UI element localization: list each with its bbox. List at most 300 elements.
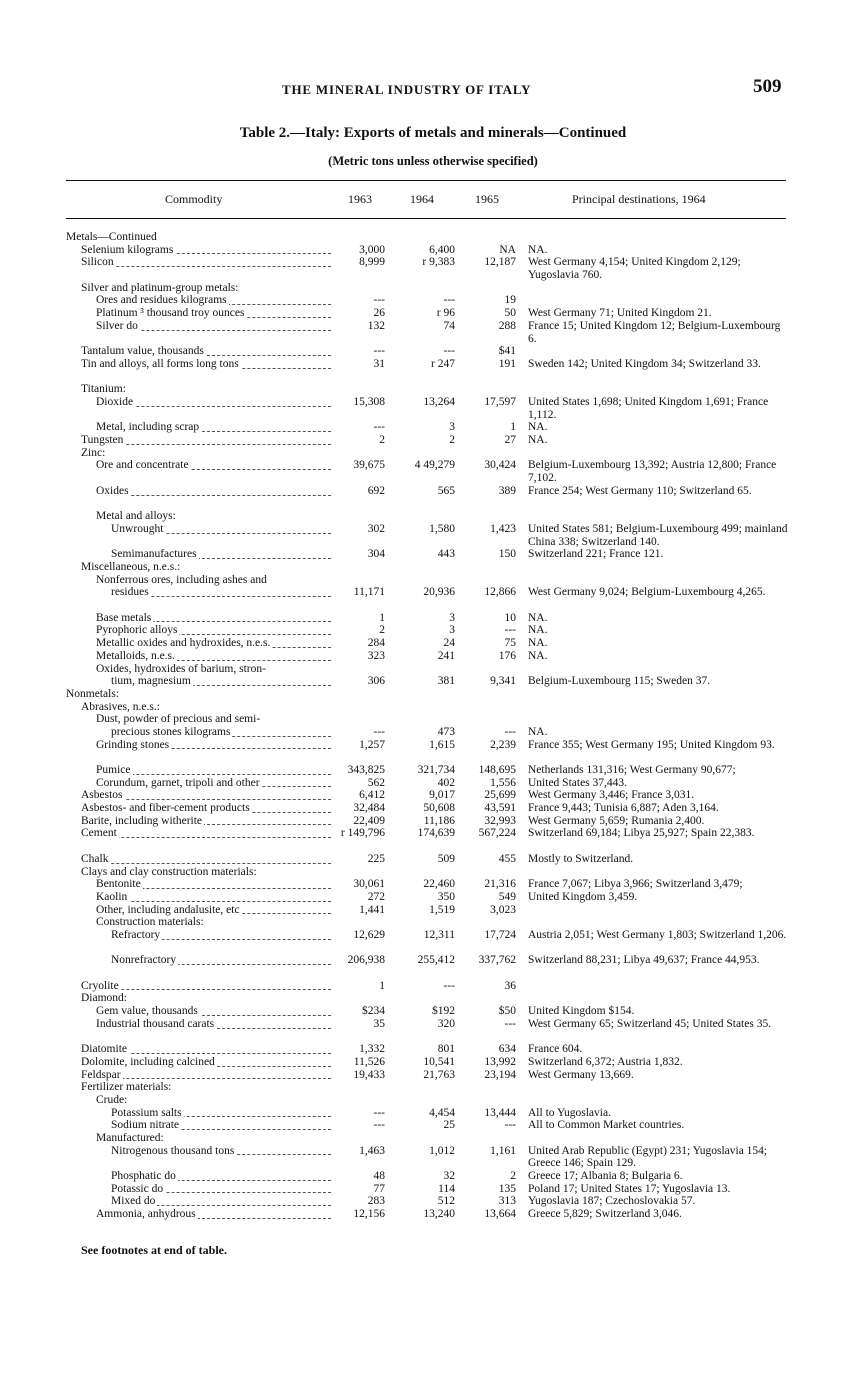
header-destinations: Principal destinations, 1964 — [572, 192, 706, 206]
destinations-cell: All to Common Market countries. — [528, 1119, 685, 1132]
table-row — [0, 586, 866, 611]
commodity-label: Grinding stones — [96, 738, 170, 751]
commodity-cell — [66, 447, 331, 460]
table-row — [0, 1056, 866, 1069]
commodity-label: Pumice — [96, 764, 131, 777]
value-1965: 12,866 — [484, 586, 516, 599]
table-row — [0, 383, 866, 396]
destinations-cell: NA. — [528, 649, 548, 662]
value-1964: 12,311 — [423, 928, 455, 941]
commodity-cell — [66, 256, 331, 269]
value-1964: 801 — [437, 1043, 455, 1056]
commodity-label: Barite, including witherite — [81, 814, 203, 827]
destinations-cell: France 254; West Germany 110; Switzerland 65. — [528, 484, 752, 497]
value-1964: 512 — [437, 1195, 455, 1208]
value-1965: 19 — [504, 294, 516, 307]
commodity-cell — [66, 764, 331, 777]
value-1965: 21,316 — [484, 878, 516, 891]
destinations-cell: France 7,067; Libya 3,966; Switzerland 3,479; — [528, 878, 743, 891]
table-row — [0, 878, 866, 891]
commodity-label: Nonmetals: — [66, 687, 120, 700]
commodity-cell — [66, 853, 331, 866]
value-1965: 9,341 — [490, 675, 516, 688]
value-1964: 3 — [449, 611, 455, 624]
value-1963: 77 — [373, 1182, 385, 1195]
commodity-cell — [66, 358, 331, 371]
commodity-label: Potassic do — [111, 1182, 164, 1195]
value-1965: 176 — [498, 649, 516, 662]
commodity-label: Construction materials: — [96, 916, 204, 929]
table-row — [0, 282, 866, 295]
destinations-cell: Belgium-Luxembourg 115; Sweden 37. — [528, 675, 711, 688]
commodity-label: residues — [111, 586, 149, 599]
commodity-cell — [66, 929, 331, 942]
value-1965: 455 — [498, 852, 516, 865]
value-1963: 48 — [373, 1170, 385, 1183]
commodity-label: Cryolite — [81, 979, 119, 992]
commodity-label: Silver and platinum-group metals: — [81, 281, 239, 294]
table-row — [0, 802, 866, 815]
table-row — [0, 891, 866, 904]
table-body — [0, 231, 866, 1221]
destinations-cell: NA. — [528, 725, 548, 738]
destinations-cell: France 9,443; Tunisia 6,887; Aden 3,164. — [528, 802, 719, 815]
value-1963: 3,000 — [359, 243, 385, 256]
commodity-cell — [66, 396, 331, 409]
destinations-cell: United States 1,698; United Kingdom 1,691; France 1,112. — [528, 395, 769, 421]
value-1963: 2 — [379, 434, 385, 447]
value-1964: --- — [443, 979, 455, 992]
table-row — [0, 244, 866, 257]
table-row — [0, 447, 866, 460]
value-1965: $41 — [498, 345, 516, 358]
commodity-label: Manufactured: — [96, 1132, 164, 1145]
table-row — [0, 675, 866, 688]
commodity-cell — [66, 294, 331, 307]
value-1965: 288 — [498, 319, 516, 332]
commodity-label: Ammonia, anhydrous — [96, 1208, 196, 1221]
table-row — [0, 256, 866, 281]
value-1965: 17,597 — [484, 395, 516, 408]
commodity-label: precious stones kilograms — [111, 725, 231, 738]
value-1965: --- — [504, 725, 516, 738]
table-row — [0, 523, 866, 548]
value-1963: 272 — [367, 890, 385, 903]
value-1963: 6,412 — [359, 789, 385, 802]
value-1965: 2 — [510, 1170, 516, 1183]
table-row — [0, 1069, 866, 1082]
value-1964: 11,186 — [423, 814, 455, 827]
value-1964: 20,936 — [423, 586, 455, 599]
destinations-cell: Mostly to Switzerland. — [528, 852, 634, 865]
table-row — [0, 992, 866, 1005]
value-1965: 32,993 — [484, 814, 516, 827]
commodity-cell — [66, 713, 331, 726]
value-1964: 3 — [449, 624, 455, 637]
commodity-cell — [66, 827, 331, 840]
commodity-label: Asbestos- and fiber-cement products — [81, 802, 250, 815]
value-1964: --- — [443, 345, 455, 358]
commodity-cell — [66, 878, 331, 891]
value-1965: 25,699 — [484, 789, 516, 802]
commodity-label: Cement — [81, 827, 117, 840]
value-1964: r 9,383 — [422, 256, 455, 269]
table-subtitle: (Metric tons unless otherwise specified) — [328, 154, 538, 168]
value-1964: 74 — [443, 319, 455, 332]
table-row — [0, 1005, 866, 1018]
destinations-cell: NA. — [528, 624, 548, 637]
table-row — [0, 1107, 866, 1120]
commodity-cell — [66, 637, 331, 650]
commodity-cell — [66, 866, 331, 879]
commodity-label: Clays and clay construction materials: — [81, 865, 257, 878]
value-1964: 24 — [443, 637, 455, 650]
table-row — [0, 701, 866, 714]
dot-leader — [96, 495, 331, 496]
commodity-label: Abrasives, n.e.s.: — [81, 700, 160, 713]
commodity-cell — [66, 1018, 331, 1031]
commodity-cell — [66, 739, 331, 752]
value-1965: $50 — [498, 1005, 516, 1018]
value-1964: 114 — [438, 1182, 455, 1195]
commodity-label: Tin and alloys, all forms long tons — [81, 357, 239, 370]
value-1964: 1,519 — [429, 903, 455, 916]
commodity-cell — [66, 688, 331, 701]
value-1965: 17,724 — [484, 928, 516, 941]
value-1965: 13,992 — [484, 1055, 516, 1068]
value-1964: 2 — [449, 434, 455, 447]
value-1964: 473 — [437, 725, 455, 738]
value-1963: 2 — [379, 624, 385, 637]
commodity-cell — [66, 485, 331, 498]
commodity-cell — [66, 523, 331, 536]
table-row — [0, 574, 866, 587]
table-row — [0, 434, 866, 447]
table-row — [0, 1132, 866, 1145]
value-1964: r 96 — [436, 307, 455, 320]
value-1964: 3 — [449, 421, 455, 434]
value-1964: 21,763 — [423, 1068, 455, 1081]
commodity-cell — [66, 1056, 331, 1069]
commodity-label: Kaolin — [96, 890, 128, 903]
commodity-cell — [66, 624, 331, 637]
header-1965: 1965 — [475, 192, 499, 206]
table-row — [0, 726, 866, 739]
value-1964: $192 — [432, 1005, 455, 1018]
table-row — [0, 688, 866, 701]
commodity-label: Unwrought — [111, 522, 164, 535]
commodity-label: Metal and alloys: — [96, 510, 176, 523]
commodity-cell — [66, 650, 331, 663]
value-1965: 150 — [498, 548, 516, 561]
commodity-cell — [66, 1094, 331, 1107]
table-row — [0, 1094, 866, 1107]
value-1963: --- — [373, 1119, 385, 1132]
commodity-label: Nonferrous ores, including ashes and — [96, 573, 267, 586]
table-row — [0, 1018, 866, 1043]
value-1963: 31 — [373, 357, 385, 370]
table-row — [0, 307, 866, 320]
value-1964: 443 — [437, 548, 455, 561]
value-1965: 13,664 — [484, 1208, 516, 1221]
value-1965: --- — [504, 624, 516, 637]
value-1964: 509 — [437, 852, 455, 865]
destinations-cell: NA. — [528, 637, 548, 650]
commodity-label: Diamond: — [81, 992, 127, 1005]
table-row — [0, 929, 866, 954]
table-row — [0, 1183, 866, 1196]
table-title: Table 2.—Italy: Exports of metals and minerals—Continued — [239, 125, 627, 141]
destinations-cell: West Germany 4,154; United Kingdom 2,129; Yugoslavia 760. — [528, 256, 741, 282]
value-1964: 25 — [443, 1119, 455, 1132]
table-row — [0, 789, 866, 802]
commodity-cell — [66, 307, 331, 320]
table-row — [0, 1170, 866, 1183]
destinations-cell: Poland 17; United States 17; Yugoslavia 13. — [528, 1182, 731, 1195]
value-1963: 1,463 — [359, 1144, 385, 1157]
value-1963: 692 — [367, 484, 385, 497]
table-row — [0, 637, 866, 650]
dot-leader — [96, 901, 331, 902]
commodity-label: Ores and residues kilograms — [96, 294, 227, 307]
value-1963: --- — [373, 725, 385, 738]
commodity-cell — [66, 789, 331, 802]
value-1964: 22,460 — [423, 878, 455, 891]
value-1963: 304 — [367, 548, 385, 561]
table-row — [0, 548, 866, 561]
table-row — [0, 612, 866, 625]
table-row — [0, 650, 866, 663]
value-1964: 13,240 — [423, 1208, 455, 1221]
destinations-cell: Switzerland 6,372; Austria 1,832. — [528, 1055, 683, 1068]
commodity-label: Gem value, thousands — [96, 1005, 198, 1018]
commodity-label: Potassium salts — [111, 1106, 182, 1119]
value-1965: 634 — [498, 1043, 516, 1056]
table-row — [0, 345, 866, 358]
value-1965: 337,762 — [478, 954, 516, 967]
commodity-label: Nonrefractory — [111, 954, 177, 967]
value-1964: 10,541 — [423, 1055, 455, 1068]
table-row — [0, 561, 866, 574]
commodity-label: Crude: — [96, 1093, 128, 1106]
value-1964: 381 — [437, 675, 455, 688]
value-1965: 10 — [504, 611, 516, 624]
page-number: 509 — [753, 76, 782, 97]
value-1965: 3,023 — [490, 903, 516, 916]
destinations-cell: France 355; West Germany 195; United Kingdom 93. — [528, 738, 775, 751]
destinations-cell: France 15; United Kingdom 12; Belgium-Luxembourg 6. — [528, 319, 781, 345]
commodity-cell — [66, 612, 331, 625]
commodity-cell — [66, 1005, 331, 1018]
commodity-cell — [66, 1107, 331, 1120]
table-row — [0, 459, 866, 484]
commodity-cell — [66, 510, 331, 523]
value-1964: 1,012 — [429, 1144, 455, 1157]
commodity-label: Metal, including scrap — [96, 421, 200, 434]
commodity-cell — [66, 1119, 331, 1132]
destinations-cell: NA. — [528, 611, 548, 624]
header-1963: 1963 — [348, 192, 372, 206]
destinations-cell: NA. — [528, 434, 548, 447]
value-1964: 320 — [437, 1017, 455, 1030]
table-row — [0, 663, 866, 676]
commodity-cell — [66, 574, 331, 587]
commodity-cell — [66, 1170, 331, 1183]
dot-leader — [81, 863, 331, 864]
value-1965: 2,239 — [490, 738, 516, 751]
commodity-label: Ore and concentrate — [96, 459, 189, 472]
footnote-reference: See footnotes at end of table. — [81, 1243, 227, 1257]
commodity-label: tium, magnesium — [111, 675, 191, 688]
commodity-cell — [66, 548, 331, 561]
value-1964: 6,400 — [429, 243, 455, 256]
table-row — [0, 764, 866, 777]
value-1963: 39,675 — [353, 459, 385, 472]
value-1964: 565 — [437, 484, 455, 497]
destinations-cell: Greece 5,829; Switzerland 3,046. — [528, 1208, 682, 1221]
value-1963: 225 — [367, 852, 385, 865]
commodity-label: Feldspar — [81, 1068, 121, 1081]
value-1963: 323 — [367, 649, 385, 662]
commodity-cell — [66, 1208, 331, 1221]
commodity-cell — [66, 891, 331, 904]
commodity-label: Tungsten — [81, 434, 124, 447]
commodity-cell — [66, 320, 331, 333]
destinations-cell: Yugoslavia 187; Czechoslovakia 57. — [528, 1195, 696, 1208]
commodity-label: Metals—Continued — [66, 231, 157, 243]
header-commodity: Commodity — [165, 192, 223, 206]
value-1963: 206,938 — [347, 954, 385, 967]
commodity-cell — [66, 1069, 331, 1082]
commodity-label: Metallic oxides and hydroxides, n.e.s. — [96, 637, 271, 650]
value-1963: 1,257 — [359, 738, 385, 751]
commodity-cell — [66, 586, 331, 599]
top-rule — [66, 180, 786, 181]
destinations-cell: Sweden 142; United Kingdom 34; Switzerland 33. — [528, 357, 761, 370]
commodity-label: Bentonite — [96, 878, 141, 891]
commodity-cell — [66, 992, 331, 1005]
destinations-cell: Belgium-Luxembourg 13,392; Austria 12,800; France 7,102. — [528, 459, 777, 485]
destinations-cell: France 604. — [528, 1043, 583, 1056]
table-row — [0, 358, 866, 383]
commodity-cell — [66, 815, 331, 828]
value-1963: --- — [373, 294, 385, 307]
value-1963: --- — [373, 1106, 385, 1119]
value-1965: 389 — [498, 484, 516, 497]
commodity-cell — [66, 282, 331, 295]
commodity-cell — [66, 980, 331, 993]
table-row — [0, 777, 866, 790]
commodity-label: Corundum, garnet, tripoli and other — [96, 776, 260, 789]
commodity-label: Metalloids, n.e.s. — [96, 649, 175, 662]
table-row — [0, 713, 866, 726]
commodity-label: Dioxide — [96, 395, 134, 408]
commodity-label: Tantalum value, thousands — [81, 345, 204, 358]
value-1965: 567,224 — [478, 827, 516, 840]
destinations-cell: West Germany 13,669. — [528, 1068, 634, 1081]
value-1963: 284 — [367, 637, 385, 650]
destinations-cell: United Arab Republic (Egypt) 231; Yugoslavia 154; Greece 146; Spain 129. — [528, 1144, 768, 1170]
commodity-label: Sodium nitrate — [111, 1119, 180, 1132]
table-row — [0, 980, 866, 993]
destinations-cell: NA. — [528, 243, 548, 256]
commodity-cell — [66, 1145, 331, 1158]
value-1963: 1 — [379, 611, 385, 624]
table-row — [0, 485, 866, 510]
commodity-label: Oxides — [96, 484, 129, 497]
commodity-label: Mixed do — [111, 1195, 156, 1208]
commodity-cell — [66, 345, 331, 358]
commodity-cell — [66, 383, 331, 396]
commodity-label: Base metals — [96, 611, 152, 624]
destinations-cell: United States 581; Belgium-Luxembourg 499; mainland China 338; Switzerland 140. — [528, 522, 788, 548]
destinations-cell: Netherlands 131,316; West Germany 90,677; — [528, 764, 736, 777]
commodity-cell — [66, 802, 331, 815]
commodity-label: Dust, powder of precious and semi- — [96, 713, 261, 726]
commodity-label: Pyrophoric alloys — [96, 624, 178, 637]
commodity-cell — [66, 1195, 331, 1208]
table-row — [0, 624, 866, 637]
commodity-cell — [66, 459, 331, 472]
table-row — [0, 510, 866, 523]
destinations-cell: West Germany 9,024; Belgium-Luxembourg 4,265. — [528, 586, 766, 599]
commodity-label: Oxides, hydroxides of barium, stron- — [96, 662, 266, 675]
commodity-label: Dolomite, including calcined — [81, 1055, 215, 1068]
value-1964: 241 — [437, 649, 455, 662]
value-1963: 283 — [367, 1195, 385, 1208]
commodity-label: Platinum ³ thousand troy ounces — [96, 307, 245, 320]
value-1965: 12,187 — [484, 256, 516, 269]
commodity-cell — [66, 904, 331, 917]
commodity-cell — [66, 1132, 331, 1145]
commodity-label: Titanium: — [81, 383, 126, 396]
value-1963: 12,629 — [353, 928, 385, 941]
destinations-cell: Switzerland 69,184; Libya 25,927; Spain 22,383. — [528, 827, 755, 840]
value-1965: --- — [504, 1017, 516, 1030]
value-1964: --- — [443, 294, 455, 307]
value-1965: 27 — [504, 434, 516, 447]
commodity-label: Phosphatic do — [111, 1170, 176, 1183]
commodity-cell — [66, 916, 331, 929]
value-1965: 148,695 — [478, 764, 516, 777]
value-1963: 32,484 — [353, 802, 385, 815]
value-1963: 1,332 — [359, 1043, 385, 1056]
commodity-label: Selenium kilograms — [81, 243, 174, 256]
commodity-cell — [66, 777, 331, 790]
destinations-cell: United Kingdom 3,459. — [528, 890, 638, 903]
commodity-cell — [66, 663, 331, 676]
commodity-cell — [66, 675, 331, 688]
destinations-cell: NA. — [528, 421, 548, 434]
value-1964: 4 49,279 — [414, 459, 455, 472]
commodity-cell — [66, 231, 331, 244]
value-1963: 30,061 — [353, 878, 385, 891]
value-1963: 1 — [379, 979, 385, 992]
value-1965: 135 — [498, 1182, 516, 1195]
commodity-cell — [66, 1081, 331, 1094]
table-row — [0, 320, 866, 345]
commodity-cell — [66, 1183, 331, 1196]
destinations-cell: Greece 17; Albania 8; Bulgaria 6. — [528, 1170, 683, 1183]
commodity-cell — [66, 701, 331, 714]
value-1965: 50 — [504, 307, 516, 320]
value-1963: 19,433 — [353, 1068, 385, 1081]
commodity-cell — [66, 244, 331, 257]
commodity-label: Zinc: — [81, 446, 106, 459]
value-1963: --- — [373, 345, 385, 358]
value-1963: 15,308 — [353, 395, 385, 408]
commodity-cell — [66, 421, 331, 434]
